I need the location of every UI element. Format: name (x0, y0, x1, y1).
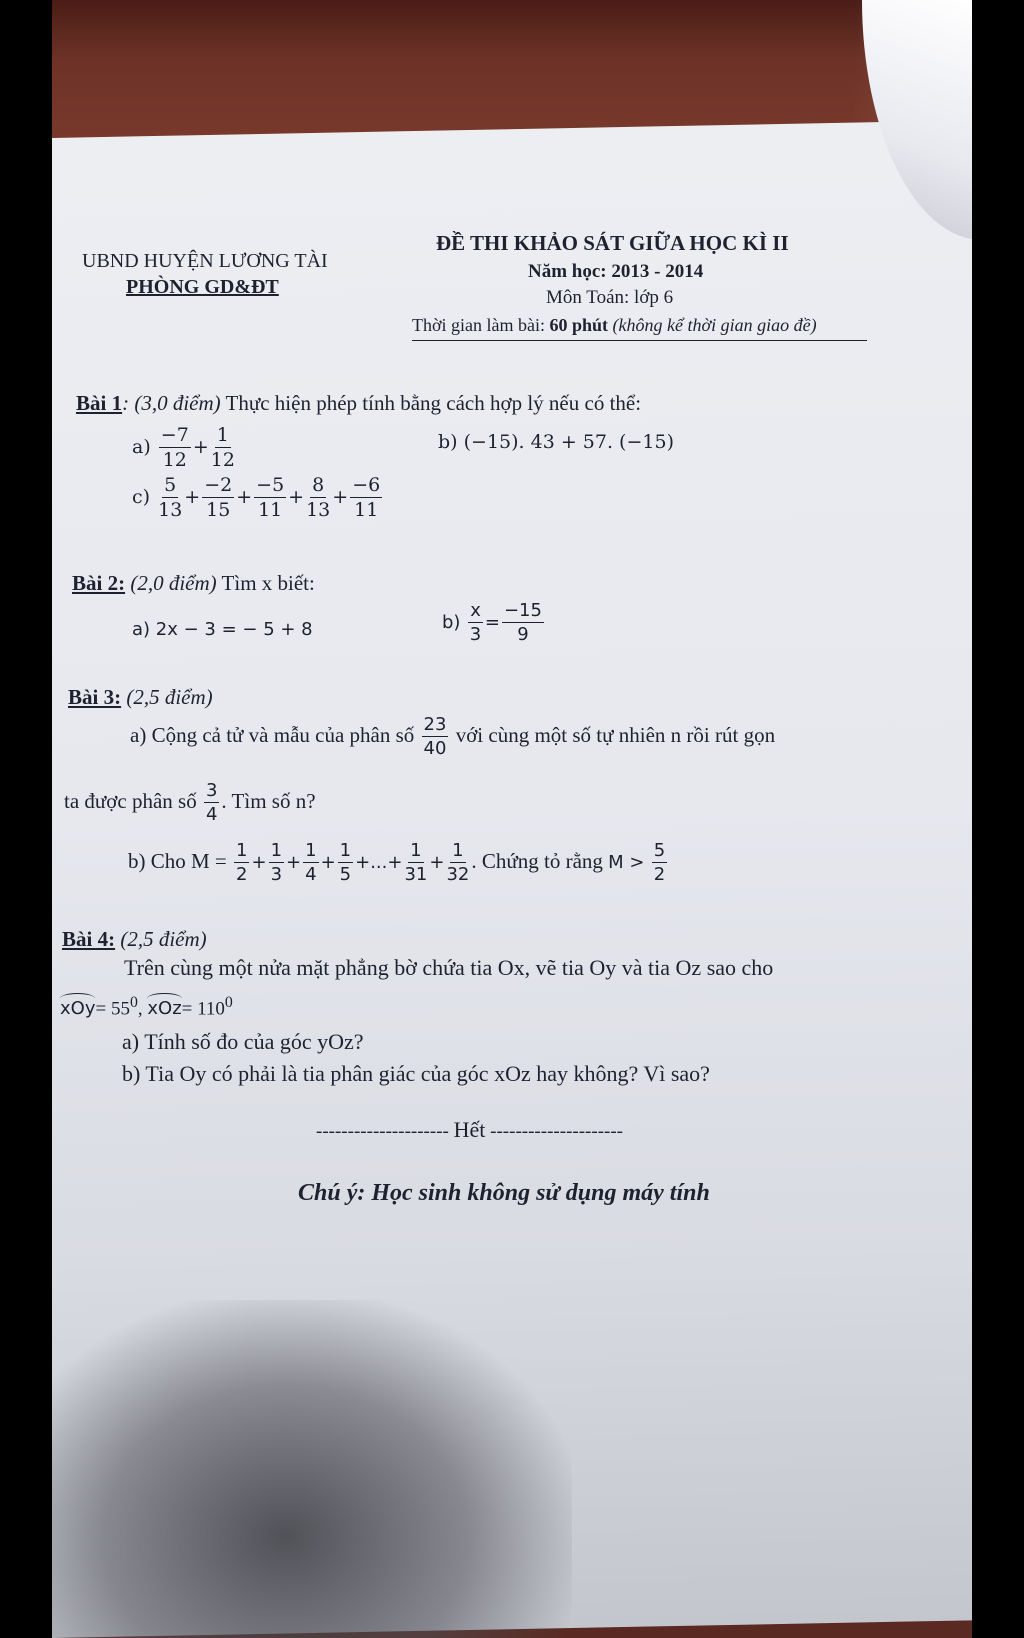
numerator: 8 (312, 474, 325, 496)
angle-xoy-value: = 55 (95, 998, 130, 1020)
fraction (502, 602, 544, 644)
header-underline (412, 340, 867, 341)
operator: + (184, 486, 201, 508)
numerator: 23 (423, 714, 447, 735)
subject: Môn Toán: lớp 6 (546, 287, 674, 308)
operator: + (288, 486, 305, 508)
bai1-label: Bài 1 (76, 391, 123, 415)
bai1-text: Thực hiện phép tính bằng cách hợp lý nếu có thể: (225, 391, 642, 415)
bai1-a (132, 426, 237, 470)
exam-content (52, 0, 972, 1638)
numerator: −15 (503, 600, 542, 621)
bai3-points: (2,5 điểm) (126, 685, 213, 709)
bai1-c-label: c) (132, 486, 151, 508)
denominator: 9 (517, 624, 529, 645)
denominator: 5 (339, 864, 352, 885)
degree-mark: 0 (224, 994, 233, 1011)
numerator: 1 (305, 840, 317, 861)
bai2-a-label: a) (132, 619, 151, 640)
bai1-a-label: a) (132, 436, 151, 458)
numerator: 1 (236, 840, 248, 861)
end-line (316, 1118, 623, 1143)
operator: + (192, 436, 209, 458)
bai3-b-text1: b) Cho M = (128, 849, 227, 873)
numerator: 1 (216, 424, 229, 446)
fraction (468, 602, 483, 644)
numerator: −2 (204, 474, 233, 496)
denominator: 4 (305, 864, 317, 885)
denominator: 3 (469, 624, 482, 645)
school-year: Năm học: 2013 - 2014 (528, 261, 704, 282)
bai4-a: a) Tính số đo của góc yOz? (122, 1029, 364, 1054)
fraction (202, 476, 234, 520)
separator: , (137, 998, 143, 1020)
bai1-sep: : (122, 391, 130, 415)
numerator: 1 (270, 840, 283, 861)
bai4-angles (60, 994, 233, 1020)
denominator: 11 (354, 499, 379, 521)
bai1-points: (3,0 điểm) (134, 391, 221, 415)
numerator: −5 (256, 474, 285, 496)
equals-sign: = (484, 612, 500, 633)
angle-xoy: xOy (60, 998, 96, 1020)
bai2-label: Bài 2: (72, 571, 126, 595)
header-org: UBND HUYỆN LƯƠNG TÀI (82, 250, 328, 272)
bai4-text: Trên cùng một nửa mặt phẳng bờ chứa tia Ox, vẽ tia Oy và tia Oz sao cho (124, 955, 774, 980)
bai3-a-text4: . Tìm số n? (221, 788, 316, 813)
bai1-b-label: b) (438, 431, 458, 453)
denominator: 13 (306, 499, 331, 521)
bai3-a-text3: ta được phân số (64, 788, 197, 813)
denominator: 13 (158, 499, 183, 521)
time-value: 60 phút (549, 315, 609, 335)
end-text: Hết (453, 1117, 486, 1142)
denominator: 3 (270, 864, 283, 885)
numerator: 3 (205, 780, 218, 801)
bai2-heading (72, 572, 315, 595)
bai1-heading (76, 392, 641, 415)
numerator: −6 (352, 474, 381, 496)
fraction (159, 426, 191, 470)
fraction (158, 476, 182, 520)
denominator: 2 (236, 864, 248, 885)
fraction (303, 842, 318, 884)
bai4-points: (2,5 điểm) (120, 927, 207, 951)
bai3-label: Bài 3: (68, 685, 122, 709)
operator: + (429, 852, 445, 873)
degree-mark: 0 (129, 994, 138, 1011)
bai1-c (132, 476, 384, 520)
bai3-heading (68, 686, 213, 709)
denominator: 12 (162, 449, 187, 471)
bai3-a-text2: với cùng một số tự nhiên n rồi rút gọn (455, 722, 776, 747)
denominator: 32 (446, 864, 470, 885)
fraction (254, 476, 286, 520)
fraction (652, 842, 667, 884)
bai2-points: (2,0 điểm) (130, 571, 217, 595)
denominator: 4 (205, 804, 218, 825)
header-dept: PHÒNG GD&ĐT (126, 276, 279, 298)
operator: + (236, 486, 253, 508)
fraction (350, 476, 382, 520)
angle-xoz-value: = 110 (181, 998, 225, 1020)
bai3-b (128, 842, 669, 884)
angle-xoz: xOz (147, 998, 182, 1020)
denominator: 31 (404, 864, 428, 885)
operator: + (286, 852, 302, 873)
numerator: 1 (452, 840, 464, 861)
operator: + (251, 852, 267, 873)
bai3-a-line2 (64, 782, 316, 824)
ellipsis: +...+ (355, 852, 403, 873)
denominator: 12 (210, 449, 235, 471)
fraction (204, 782, 219, 824)
bai4-heading (62, 928, 207, 951)
fraction (404, 842, 427, 884)
footer-note: Chú ý: Học sinh không sử dụng máy tính (298, 1180, 710, 1206)
dashes-left: --------------------- (316, 1121, 449, 1142)
bai2-b-label: b) (442, 612, 461, 633)
bai4-label: Bài 4: (62, 927, 116, 951)
fraction (306, 476, 330, 520)
denominator: 15 (206, 499, 231, 521)
time-prefix: Thời gian làm bài: (412, 315, 550, 335)
time-line (412, 316, 817, 336)
bai1-b (438, 432, 674, 453)
dashes-right: --------------------- (490, 1121, 624, 1142)
bai3-b-text2: . Chứng tỏ rằng (471, 849, 603, 873)
numerator: −7 (160, 424, 189, 446)
numerator: 5 (653, 840, 666, 862)
bai2-a-expression: 2x − 3 = − 5 + 8 (155, 619, 313, 640)
bai4-b: b) Tia Oy có phải là tia phân giác của góc xOz hay không? Vì sao? (122, 1061, 710, 1086)
fraction (211, 426, 235, 470)
bai2-b (442, 602, 546, 644)
operator: + (332, 486, 349, 508)
fraction (422, 716, 449, 758)
fraction (234, 842, 249, 884)
numerator: x (470, 600, 481, 621)
fraction (269, 842, 284, 884)
numerator: 1 (410, 840, 422, 861)
bai3-b-inequality: M > (608, 852, 645, 873)
fraction (446, 842, 469, 884)
fraction (338, 842, 353, 884)
time-note: (không kể thời gian giao đề) (612, 315, 817, 335)
exam-title: ĐỀ THI KHẢO SÁT GIỮA HỌC KÌ II (436, 231, 789, 255)
denominator: 2 (653, 864, 666, 886)
numerator: 1 (339, 840, 352, 861)
bai3-a-text1: a) Cộng cả tử và mẫu của phân số (130, 722, 415, 747)
denominator: 40 (423, 738, 447, 759)
bai1-b-expression: (−15). 43 + 57. (−15) (463, 431, 674, 453)
photo-frame (52, 0, 972, 1638)
denominator: 11 (258, 499, 283, 521)
operator: + (320, 852, 336, 873)
bai2-text: Tìm x biết: (221, 571, 315, 595)
bai3-b-sum (232, 840, 471, 885)
bai2-a (132, 620, 313, 640)
bai3-a-line1 (130, 716, 775, 758)
numerator: 5 (164, 474, 177, 496)
